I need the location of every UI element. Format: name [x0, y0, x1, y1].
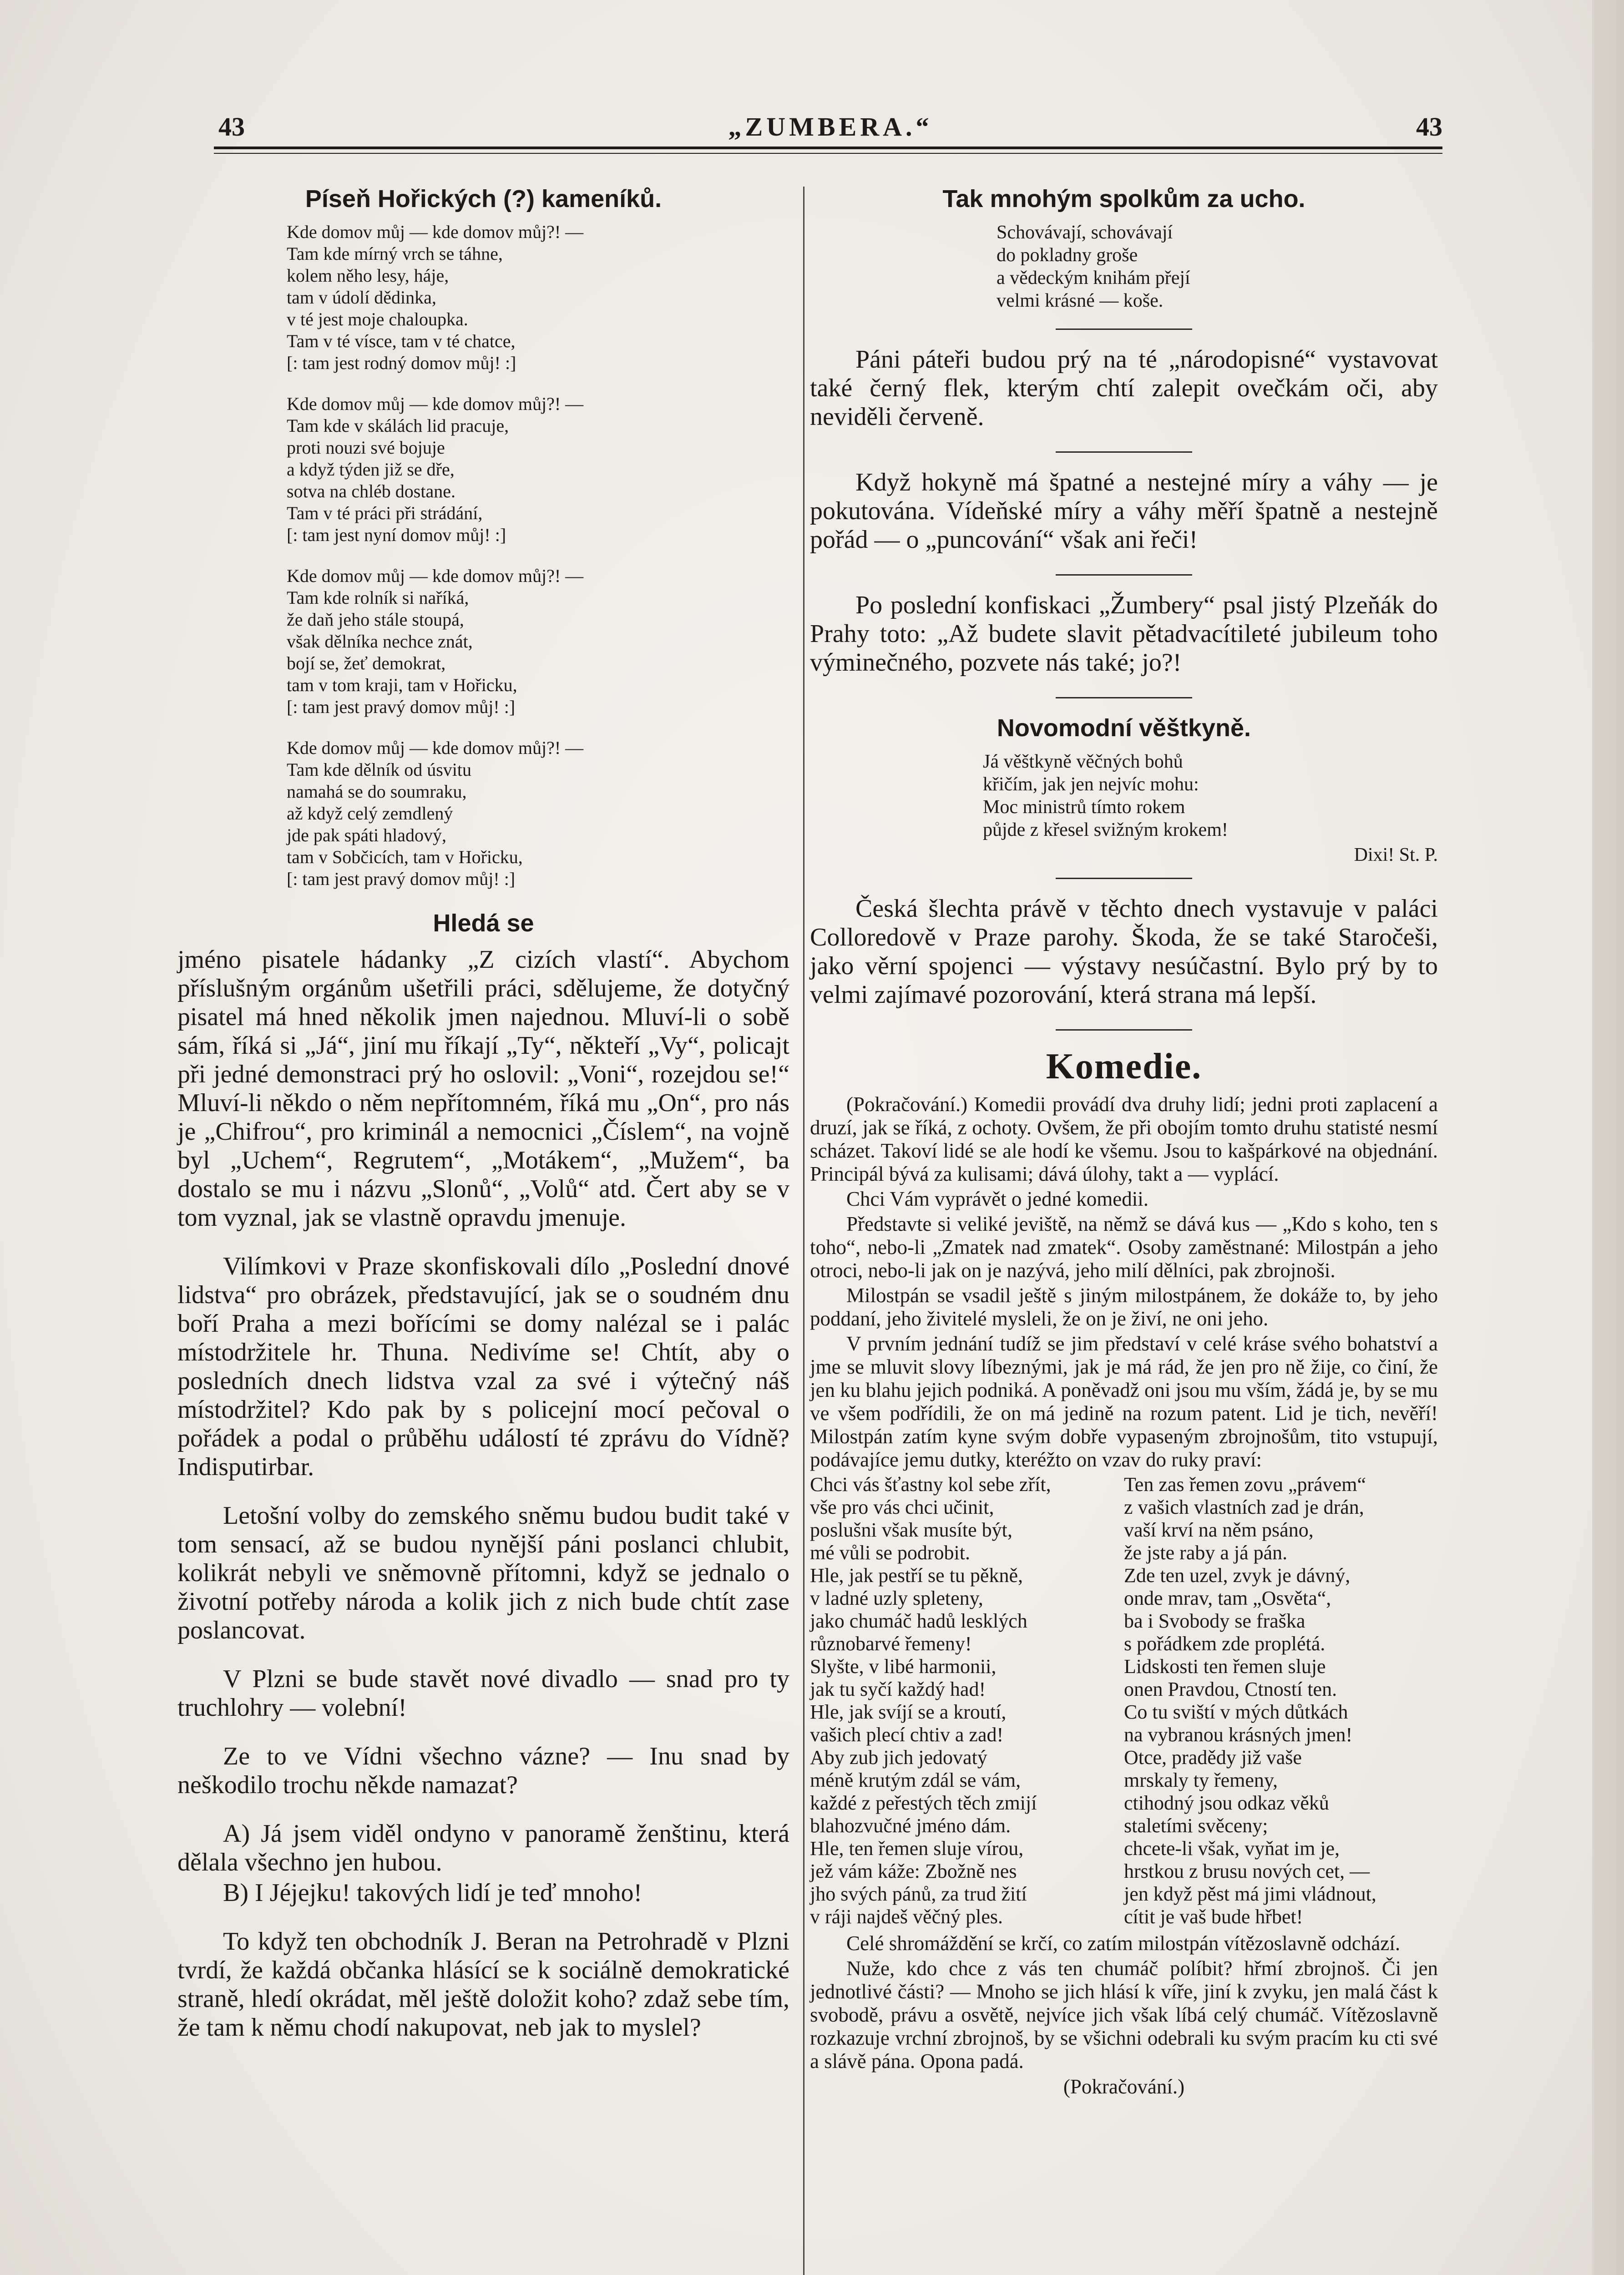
- article-paragraph: Ze to ve Vídni všechno vázne? — Inu snad by neškodilo trochu někde namazat?: [177, 1742, 789, 1799]
- verse-line: Schovávají, schovávají: [997, 222, 1173, 243]
- verse-line: a vědeckým knihám přejí: [997, 268, 1190, 288]
- verse-line: cítit je vaš bude hřbet!: [1124, 1906, 1303, 1928]
- verse-line: jak tu syčí každý had!: [810, 1678, 986, 1700]
- verse-line: namahá se do soumraku,: [287, 781, 467, 802]
- verse-line: [: tam jest nyní domov můj! :]: [287, 525, 506, 545]
- verse-line: hrstkou z brusu nových cet, —: [1124, 1860, 1370, 1882]
- verse-line: do pokladny groše: [997, 245, 1138, 266]
- verse-line: sotva na chléb dostane.: [287, 481, 455, 501]
- verse-line: každé z peřestých těch zmijí: [810, 1792, 1037, 1814]
- verse-line: Tam kde v skálách lid pracuje,: [287, 415, 509, 436]
- verse-line: Moc ministrů tímto rokem: [983, 797, 1185, 818]
- verse-line: velmi krásné — koše.: [997, 290, 1164, 311]
- verse-line: Kde domov můj — kde domov můj?! —: [287, 222, 584, 242]
- verse-line: Lidskosti ten řemen sluje: [1124, 1655, 1326, 1678]
- verse-line: tam v tom kraji, tam v Hořicku,: [287, 675, 517, 695]
- article-paragraph: V Plzni se bude stavět nové divadlo — snad pro ty truchlohry — volební!: [177, 1665, 789, 1722]
- section-divider: [1056, 697, 1192, 698]
- verse-line: Zde ten uzel, zvyk je dávný,: [1124, 1564, 1351, 1587]
- section-title-vestkyne: Novomodní věštkyně.: [997, 714, 1251, 742]
- continued-note: (Pokračování.): [1063, 2075, 1185, 2098]
- article-paragraph: Nuže, kdo chce z vás ten chumáč políbit? hřmí zbrojnoš. Či jen jednotlivé části? — Mnoho se jich hlásí k víře, jiní k zvyku, jen malá část k svobodě, právu a osvětě, nejvíce jich však líbá celý chumáč. Vítězoslavně rozkazuje vrchní zbrojnoš, by se všichni odebrali ku svým pracím ku cti své a slávě pána. Opona padá.: [810, 1957, 1438, 2073]
- verse-line: Kde domov můj — kde domov můj?! —: [287, 394, 584, 414]
- article-paragraph: Představte si veliké jeviště, na němž se dává kus — „Kdo s koho, ten s toho“, nebo-li „Zmatek nad zmatek“. Osoby zaměstnané: Milostpán a jeho otroci, nebo-li jak on je nazývá, jeho milí dělníci, pak zbrojnoši.: [810, 1213, 1438, 1282]
- article-paragraph: Celé shromáždění se krčí, co zatím milostpán vítězoslavně odchází.: [846, 1932, 1401, 1955]
- article-paragraph: Chci Vám vyprávět o jedné komedii.: [846, 1188, 1149, 1210]
- masthead-title: „ZUMBERA.“: [728, 112, 933, 142]
- poem-title: Píseň Hořických (?) kameníků.: [305, 185, 662, 212]
- verse-line: Chci vás šťastny kol sebe zřít,: [810, 1473, 1051, 1496]
- section-divider: [1056, 329, 1192, 330]
- verse-line: jde pak spáti hladový,: [287, 825, 447, 845]
- verse-line: v ladné uzly spleteny,: [810, 1587, 983, 1609]
- verse-line: méně krutým zdál se vám,: [810, 1769, 1021, 1791]
- binding-gutter: [1592, 0, 1624, 2275]
- poem-stanza: [287, 221, 789, 374]
- verse-line: chcete-li však, vyňat im je,: [1124, 1837, 1340, 1860]
- verse-line: však dělníka nechce znát,: [287, 631, 473, 652]
- verse-line: ba i Svobody se fraška: [1124, 1610, 1305, 1632]
- article-paragraph: Česká šlechta právě v těchto dnech vystavuje v paláci Colloredově v Praze parohy. Škoda, že se také Staročeši, jako věrní spojenci — výstavy nesúčastní. Bylo prý by to velmi zajímavé pozorování, která strana má lepší.: [810, 895, 1438, 1009]
- verse-line: s pořádkem zde proplétá.: [1124, 1633, 1326, 1655]
- article-paragraph: Páni páteři budou prý na té „národopisné“ vystavovat také černý flek, kterým chtí zalepit ovečkám oči, aby neviděli červeně.: [810, 345, 1438, 431]
- article-paragraph: To když ten obchodník J. Beran na Petrohradě v Plzni tvrdí, že každá občanka hlásící se k sociálně demokratické straně, hledí okrádat, měl ještě doložit koho? zdaž sebe tím, že tam k němu chodí nakupovat, neb jak to myslel?: [177, 1927, 789, 2042]
- article-paragraph: B) I Jéjejku! takových lidí je teď mnoho!: [223, 1879, 643, 1907]
- verse-line: jako chumáč hadů lesklých: [810, 1610, 1027, 1632]
- header-rule-thin: [214, 153, 1442, 154]
- short-poem: [983, 750, 1438, 841]
- verse-line: v ráji najdeš věčný ples.: [810, 1906, 1003, 1928]
- verse-line: mé vůli se podrobit.: [810, 1542, 970, 1564]
- verse-line: poslušni však musíte být,: [810, 1519, 1012, 1541]
- verse-line: mrskaly ty řemeny,: [1124, 1769, 1278, 1791]
- verse-line: Slyšte, v libé harmonii,: [810, 1655, 997, 1678]
- verse-line: onen Pravdou, Ctností ten.: [1124, 1678, 1337, 1700]
- article-paragraph: Milostpán se vsadil ještě s jiným milostpánem, že dokáže to, by jeho poddaní, jeho živitelé mysleli, že on je živí, ne oni jeho.: [810, 1284, 1438, 1330]
- section-divider: [1056, 451, 1192, 453]
- verse-line: Hle, jak svíjí se a kroutí,: [810, 1701, 1007, 1723]
- verse-line: různobarvé řemeny!: [810, 1633, 972, 1655]
- verse-line: že daň jeho stále stoupá,: [287, 609, 464, 630]
- verse-line: křičím, jak jen nejvíc mohu:: [983, 774, 1199, 795]
- verse-line: až když celý zemdlený: [287, 803, 453, 824]
- verse-line: [: tam jest pravý domov můj! :]: [287, 869, 516, 889]
- verse-line: [: tam jest rodný domov můj! :]: [287, 353, 516, 373]
- page-header: [218, 111, 1442, 143]
- poem-stanza: [287, 393, 789, 546]
- verse-line: vašich plecí chtiv a zad!: [810, 1724, 1004, 1746]
- verse-line: a když týden již se dře,: [287, 459, 455, 480]
- verse-line: Kde domov můj — kde domov můj?! —: [287, 738, 584, 758]
- verse-line: tam v údolí dědinka,: [287, 287, 436, 308]
- verse-line: z vašich vlastních zad je drán,: [1124, 1496, 1364, 1518]
- left-column: [177, 182, 789, 2062]
- verse-line: [: tam jest pravý domov můj! :]: [287, 697, 516, 717]
- verse-line: v té jest moje chaloupka.: [287, 309, 468, 329]
- verse-line: jež vám káže: Zbožně nes: [810, 1860, 1017, 1882]
- section-title-hleda: Hledá se: [433, 910, 534, 937]
- verse-line: bojí se, žeť demokrat,: [287, 653, 446, 673]
- header-rule-thick: [214, 147, 1442, 149]
- verse-line: půjde z křesel svižným krokem!: [983, 819, 1228, 840]
- short-poem: [997, 221, 1438, 312]
- page-number-right: 43: [1416, 112, 1442, 142]
- verse-line: že jste raby a já pán.: [1124, 1542, 1288, 1564]
- article-paragraph: Po poslední konfiskaci „Žumbery“ psal jistý Plzeňák do Prahy toto: „Až budete slavit pětadvacítileté jubileum toho výminečného, pozvete nás také; jo?!: [810, 591, 1438, 677]
- verse-line: Tam kde dělník od úsvitu: [287, 759, 472, 780]
- verse-line: Tam kde mírný vrch se táhne,: [287, 243, 503, 264]
- poem-stanza: [287, 737, 789, 890]
- article-paragraph: A) Já jsem viděl ondyno v panoramě ženštinu, která dělala všechno jen hubou.: [177, 1820, 789, 1876]
- verse-line: proti nouzi své bojuje: [287, 437, 445, 458]
- section-divider: [1056, 574, 1192, 576]
- verse-line: na vybranou krásných jmen!: [1124, 1724, 1353, 1746]
- poem-stanza: [287, 565, 789, 718]
- verse-line: Co tu sviští v mých důtkách: [1124, 1701, 1348, 1723]
- verse-line: onde mrav, tam „Osvěta“,: [1124, 1587, 1331, 1609]
- verse-line: Ten zas řemen zovu „právem“: [1124, 1473, 1366, 1496]
- verse-line: Hle, ten řemen sluje vírou,: [810, 1837, 1024, 1860]
- section-title-komedie: Komedie.: [1046, 1046, 1202, 1087]
- verse-line: Otce, pradědy již vaše: [1124, 1746, 1302, 1769]
- verse-line: vše pro vás chci učinit,: [810, 1496, 994, 1518]
- article-paragraph: (Pokračování.) Komedii provádí dva druhy lidí; jedni proti zaplacení a druzí, jak se říká, z ochoty. Ovšem, že při obojím tomto druhu statisté nesmí scházet. Takoví lidé se ale hodí ke všemu. Jsou to kašpárkové na objednání. Principál bývá za kulisami; dává úlohy, takt a — vyplácí.: [810, 1093, 1438, 1185]
- right-column: [810, 182, 1438, 2098]
- verse-line: kolem něho lesy, háje,: [287, 265, 449, 286]
- article-paragraph: Vilímkovi v Praze skonfiskovali dílo „Poslední dnové lidstva“ pro obrázek, představující, jak se o soudném dnu boří Praha a mezi bořícími se domy nalézal se i palác místodržitele hr. Thuna. Nedivíme se! Chtít, aby o posledních dnech lidstva vzal za své i výtečný náš místodržitel? Kdo pak by s policejní mocí pečoval o pořádek a podal o průběhu událostí té zprávu do Vídně? Indisputirbar.: [177, 1252, 789, 1481]
- page-number-left: 43: [218, 112, 245, 142]
- section-divider: [1056, 878, 1192, 879]
- verse-line: Tam v té práci při strádání,: [287, 503, 483, 523]
- article-paragraph: Když hokyně má špatné a nestejné míry a váhy — je pokutována. Vídeňské míry a váhy měří špatně a nestejně pořád — o „puncování“ však ani řeči!: [810, 468, 1438, 554]
- section-title-spolky: Tak mnohým spolkům za ucho.: [942, 185, 1305, 212]
- signature: Dixi! St. P.: [1354, 844, 1438, 865]
- verse-column-left: [810, 1473, 1124, 1928]
- verse-column-right: [1124, 1473, 1438, 1928]
- verse-line: Já věštkyně věčných bohů: [983, 751, 1183, 772]
- verse-line: Tam kde rolník si naříká,: [287, 587, 469, 608]
- section-divider: [1056, 1029, 1192, 1031]
- verse-line: Kde domov můj — kde domov můj?! —: [287, 566, 584, 586]
- two-column-verse: [810, 1473, 1438, 1928]
- column-rule: [803, 187, 804, 2275]
- article-paragraph: jméno pisatele hádanky „Z cizích vlastí“. Abychom příslušným orgánům ušetřili práci, sdělujeme, že dotyčný pisatel má hned několik jmen najednou. Mluví-li o sobě sám, říká si „Já“, jiní mu říkají „Ty“, někteří „Vy“, policajt při jedné demonstraci prý ho oslovil: „Voni“, rozejdou se!“ Mluví-li někdo o něm nepřítomném, říká mu „On“, pro nás je „Chifrou“, pro kriminál a nemocnici „Číslem“, na vojně byl „Uchem“, Regrutem“, „Motákem“, „Mužem“, ba dostalo se mu i názvu „Slonů“, „Volů“ atd. Čert aby se v tom vyznal, jak se vlastně opravdu jmenuje.: [177, 945, 789, 1232]
- verse-line: Tam v té vísce, tam v té chatce,: [287, 331, 516, 351]
- article-paragraph: Letošní volby do zemského sněmu budou budit také v tom sensací, až se budou nynější páni poslanci chlubit, kolikrát nebyli ve sněmovně přítomni, když se jednalo o životní potřeby národa a kolik jich z nich bude chtít zase poslancovat.: [177, 1502, 789, 1644]
- verse-line: jho svých pánů, za trud žití: [810, 1883, 1027, 1905]
- article-paragraph: V prvním jednání tudíž se jim představí v celé kráse svého bohatství a jme se mluvit slovy líbeznými, jak je má rád, že jen pro ně žije, co činí, že jen ku blahu jejich podniká. A poněvadž oni jsou mu vším, žádá je, by se mu ve všem podřídili, že on má jedině na rozum patent. Lid je tich, nevěří! Milostpán zatím kyne svým dobře vypaseným zbrojnošům, tito vstupují, podávajíce jemu dutky, kteréžto on vzav do ruky praví:: [810, 1332, 1438, 1471]
- verse-line: ctihodný jsou odkaz věků: [1124, 1792, 1329, 1814]
- verse-line: tam v Sobčicích, tam v Hořicku,: [287, 847, 523, 867]
- verse-line: jen když pěst má jimi vládnout,: [1124, 1883, 1376, 1905]
- verse-line: Hle, jak pestří se tu pěkně,: [810, 1564, 1023, 1587]
- verse-line: blahozvučné jméno dám.: [810, 1815, 1011, 1837]
- verse-line: vaší krví na něm psáno,: [1124, 1519, 1314, 1541]
- verse-line: staletími svěceny;: [1124, 1815, 1268, 1837]
- verse-line: Aby zub jich jedovatý: [810, 1746, 987, 1769]
